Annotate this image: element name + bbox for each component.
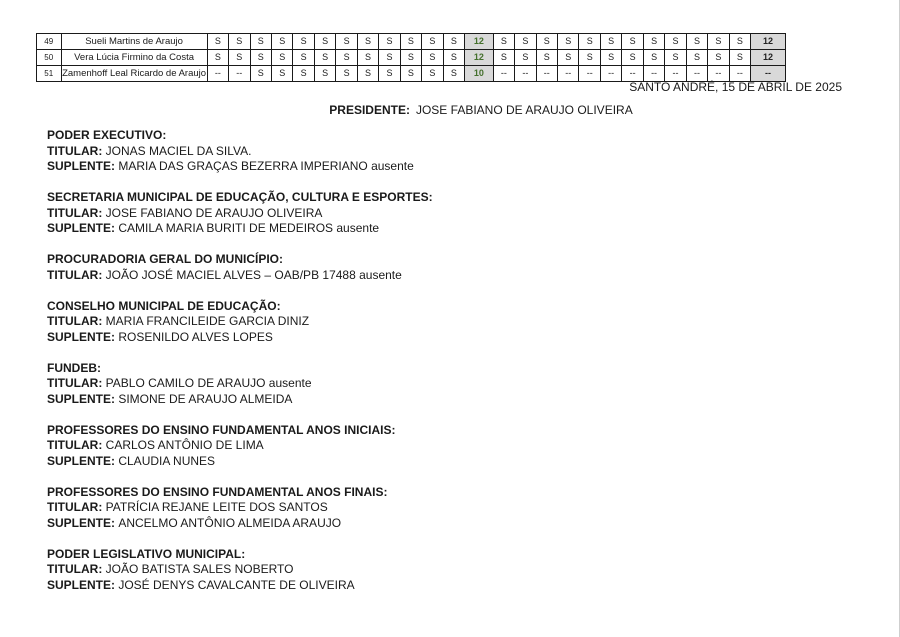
section [47,299,827,346]
attendance-mark-cell: S [314,50,335,66]
section-line [47,438,827,454]
attendance-mark-cell: S [536,34,557,50]
date-line: SANTO ANDRÉ, 15 DE ABRIL DE 2025 [629,80,842,94]
attendance-mark-cell: S [536,50,557,66]
attendance-mark-cell: S [729,50,750,66]
section-line [47,330,827,346]
attendance-mark-cell: S [400,50,421,66]
attendance-mark-cell: S [271,50,292,66]
section-line [47,578,827,594]
attendance-mark-cell: S [665,50,686,66]
attendance-mark-cell: S [622,34,643,50]
attendance-mark-cell: S [600,50,621,66]
person-name: JOSE FABIANO DE ARAUJO OLIVEIRA [105,205,323,220]
role-label: SUPLENTE: [47,453,119,468]
person-name: JOÃO JOSÉ MACIEL ALVES – OAB/PB 17488 ausente [105,267,402,282]
attendance-mark-cell: -- [729,66,750,82]
attendance-table-body [37,34,786,82]
person-name: MARIA FRANCILEIDE GARCIA DINIZ [105,314,310,328]
sections-list [47,128,827,609]
person-name: ROSENILDO ALVES LOPES [118,329,273,344]
row-number-cell: 49 [37,34,62,50]
section-heading: FUNDEB: [47,360,101,375]
attendance-mark-cell: S [357,34,378,50]
attendance-mark-cell: -- [686,66,707,82]
section [47,361,827,408]
name-cell: Sueli Martins de Araujo [61,34,207,50]
attendance-mark-cell: -- [229,66,250,82]
attendance-mark-cell: S [379,34,400,50]
attendance-mark-cell: S [579,50,600,66]
role-label: SUPLENTE: [47,159,119,173]
person-name: SIMONE DE ARAUJO ALMEIDA [118,391,293,406]
section-line [47,159,827,175]
row-number-cell: 50 [37,50,62,66]
role-label: TITULAR: [47,376,106,390]
attendance-mark-cell: S [336,50,357,66]
section-line [47,376,827,392]
table-row [37,34,786,50]
section-heading: SECRETARIA MUNICIPAL DE EDUCAÇÃO, CULTURA E ESPORTES: [47,190,433,204]
attendance-mark-cell: S [250,66,271,82]
section-line [47,206,827,222]
attendance-mark-cell: S [379,66,400,82]
section-line [47,392,827,408]
attendance-mark-cell: S [379,50,400,66]
role-label: TITULAR: [47,267,106,282]
row-number-cell: 51 [37,66,62,82]
name-cell: Vera Lúcia Firmino da Costa [61,50,207,66]
attendance-mark-cell: S [293,50,314,66]
attendance-mark-cell: S [293,66,314,82]
attendance-mark-cell: S [357,66,378,82]
attendance-mark-cell: S [665,34,686,50]
attendance-mark-cell: S [336,34,357,50]
attendance-table [36,33,786,82]
role-label: TITULAR: [47,562,106,576]
attendance-mark-cell: S [293,34,314,50]
attendance-mark-cell: -- [665,66,686,82]
attendance-mark-cell: S [708,34,729,50]
attendance-mark-cell: S [579,34,600,50]
section-heading: PROCURADORIA GERAL DO MUNICÍPIO: [47,252,284,266]
attendance-mark-cell: S [422,66,443,82]
attendance-mark-cell: S [600,34,621,50]
attendance-mark-cell: S [708,50,729,66]
role-label: SUPLENTE: [47,391,119,406]
attendance-mark-cell: S [643,50,664,66]
attendance-mark-cell: S [250,34,271,50]
section-line [47,221,827,237]
person-name: CARLOS ANTÔNIO DE LIMA [105,438,264,452]
attendance-mark-cell: -- [622,66,643,82]
section-heading: PODER LEGISLATIVO MUNICIPAL: [47,546,246,561]
attendance-mark-cell: S [686,34,707,50]
attendance-mark-cell: -- [207,66,228,82]
attendance-mark-cell: S [686,50,707,66]
attendance-mark-cell: S [422,34,443,50]
section-line [47,144,827,160]
attendance-mark-cell: S [314,34,335,50]
attendance-mark-cell: S [558,50,579,66]
person-name: CLAUDIA NUNES [118,453,216,468]
section-heading: CONSELHO MUNICIPAL DE EDUCAÇÃO: [47,298,281,313]
person-name: JOÃO BATISTA SALES NOBERTO [105,562,294,576]
role-label: SUPLENTE: [47,329,119,344]
table-row [37,50,786,66]
section [47,128,827,175]
section-line [47,314,827,330]
role-label: TITULAR: [47,314,106,328]
section-line [47,516,827,532]
attendance-mark-cell: -- [558,66,579,82]
total-cell: 12 [751,50,786,66]
attendance-mark-cell: S [271,66,292,82]
role-label: TITULAR: [47,143,106,158]
person-name: MARIA DAS GRAÇAS BEZERRA IMPERIANO ausente [118,159,414,173]
person-name: CAMILA MARIA BURITI DE MEDEIROS ausente [118,221,380,235]
presidente-label: PRESIDENTE: [329,103,410,117]
section [47,485,827,532]
person-name: PABLO CAMILO DE ARAUJO ausente [105,376,312,390]
role-label: TITULAR: [47,438,106,452]
role-label: TITULAR: [47,500,106,514]
attendance-mark-cell: -- [708,66,729,82]
attendance-mark-cell: -- [493,66,514,82]
person-name: JOSÉ DENYS CAVALCANTE DE OLIVEIRA [118,577,355,592]
attendance-mark-cell: S [443,50,464,66]
attendance-mark-cell: S [229,50,250,66]
section [47,423,827,470]
section [47,547,827,594]
presidente-line [31,103,900,118]
attendance-mark-cell: S [271,34,292,50]
attendance-mark-cell: S [229,34,250,50]
total-cell: 10 [465,66,494,82]
attendance-mark-cell: S [400,66,421,82]
section-line [47,268,827,284]
attendance-mark-cell: S [400,34,421,50]
person-name: JONAS MACIEL DA SILVA. [105,143,252,158]
person-name: ANCELMO ANTÔNIO ALMEIDA ARAUJO [118,515,342,530]
section [47,252,827,283]
section-line [47,454,827,470]
attendance-mark-cell: S [515,50,536,66]
attendance-mark-cell: S [207,50,228,66]
role-label: SUPLENTE: [47,221,119,235]
total-cell: -- [751,66,786,82]
attendance-mark-cell: -- [515,66,536,82]
attendance-mark-cell: -- [643,66,664,82]
attendance-mark-cell: S [314,66,335,82]
attendance-mark-cell: -- [600,66,621,82]
total-cell: 12 [465,34,494,50]
attendance-mark-cell: -- [579,66,600,82]
attendance-mark-cell: S [493,34,514,50]
total-cell: 12 [465,50,494,66]
attendance-mark-cell: S [493,50,514,66]
role-label: TITULAR: [47,205,106,220]
name-cell: Zamenhoff Leal Ricardo de Araujo [61,66,207,82]
presidente-name: JOSE FABIANO DE ARAUJO OLIVEIRA [415,103,633,117]
attendance-mark-cell: -- [536,66,557,82]
attendance-mark-cell: S [443,34,464,50]
attendance-mark-cell: S [207,34,228,50]
attendance-mark-cell: S [643,34,664,50]
section-heading: PODER EXECUTIVO: [47,128,167,142]
attendance-mark-cell: S [422,50,443,66]
role-label: SUPLENTE: [47,515,119,530]
attendance-mark-cell: S [443,66,464,82]
person-name: PATRÍCIA REJANE LEITE DOS SANTOS [105,500,328,514]
section-line [47,562,827,578]
role-label: SUPLENTE: [47,577,119,592]
section [47,190,827,237]
attendance-mark-cell: S [357,50,378,66]
attendance-mark-cell: S [336,66,357,82]
attendance-mark-cell: S [558,34,579,50]
section-heading: PROFESSORES DO ENSINO FUNDAMENTAL ANOS FINAIS: [47,484,388,499]
section-line [47,500,827,516]
attendance-mark-cell: S [729,34,750,50]
section-heading: PROFESSORES DO ENSINO FUNDAMENTAL ANOS INICIAIS: [47,422,396,437]
attendance-mark-cell: S [515,34,536,50]
attendance-mark-cell: S [622,50,643,66]
total-cell: 12 [751,34,786,50]
attendance-mark-cell: S [250,50,271,66]
